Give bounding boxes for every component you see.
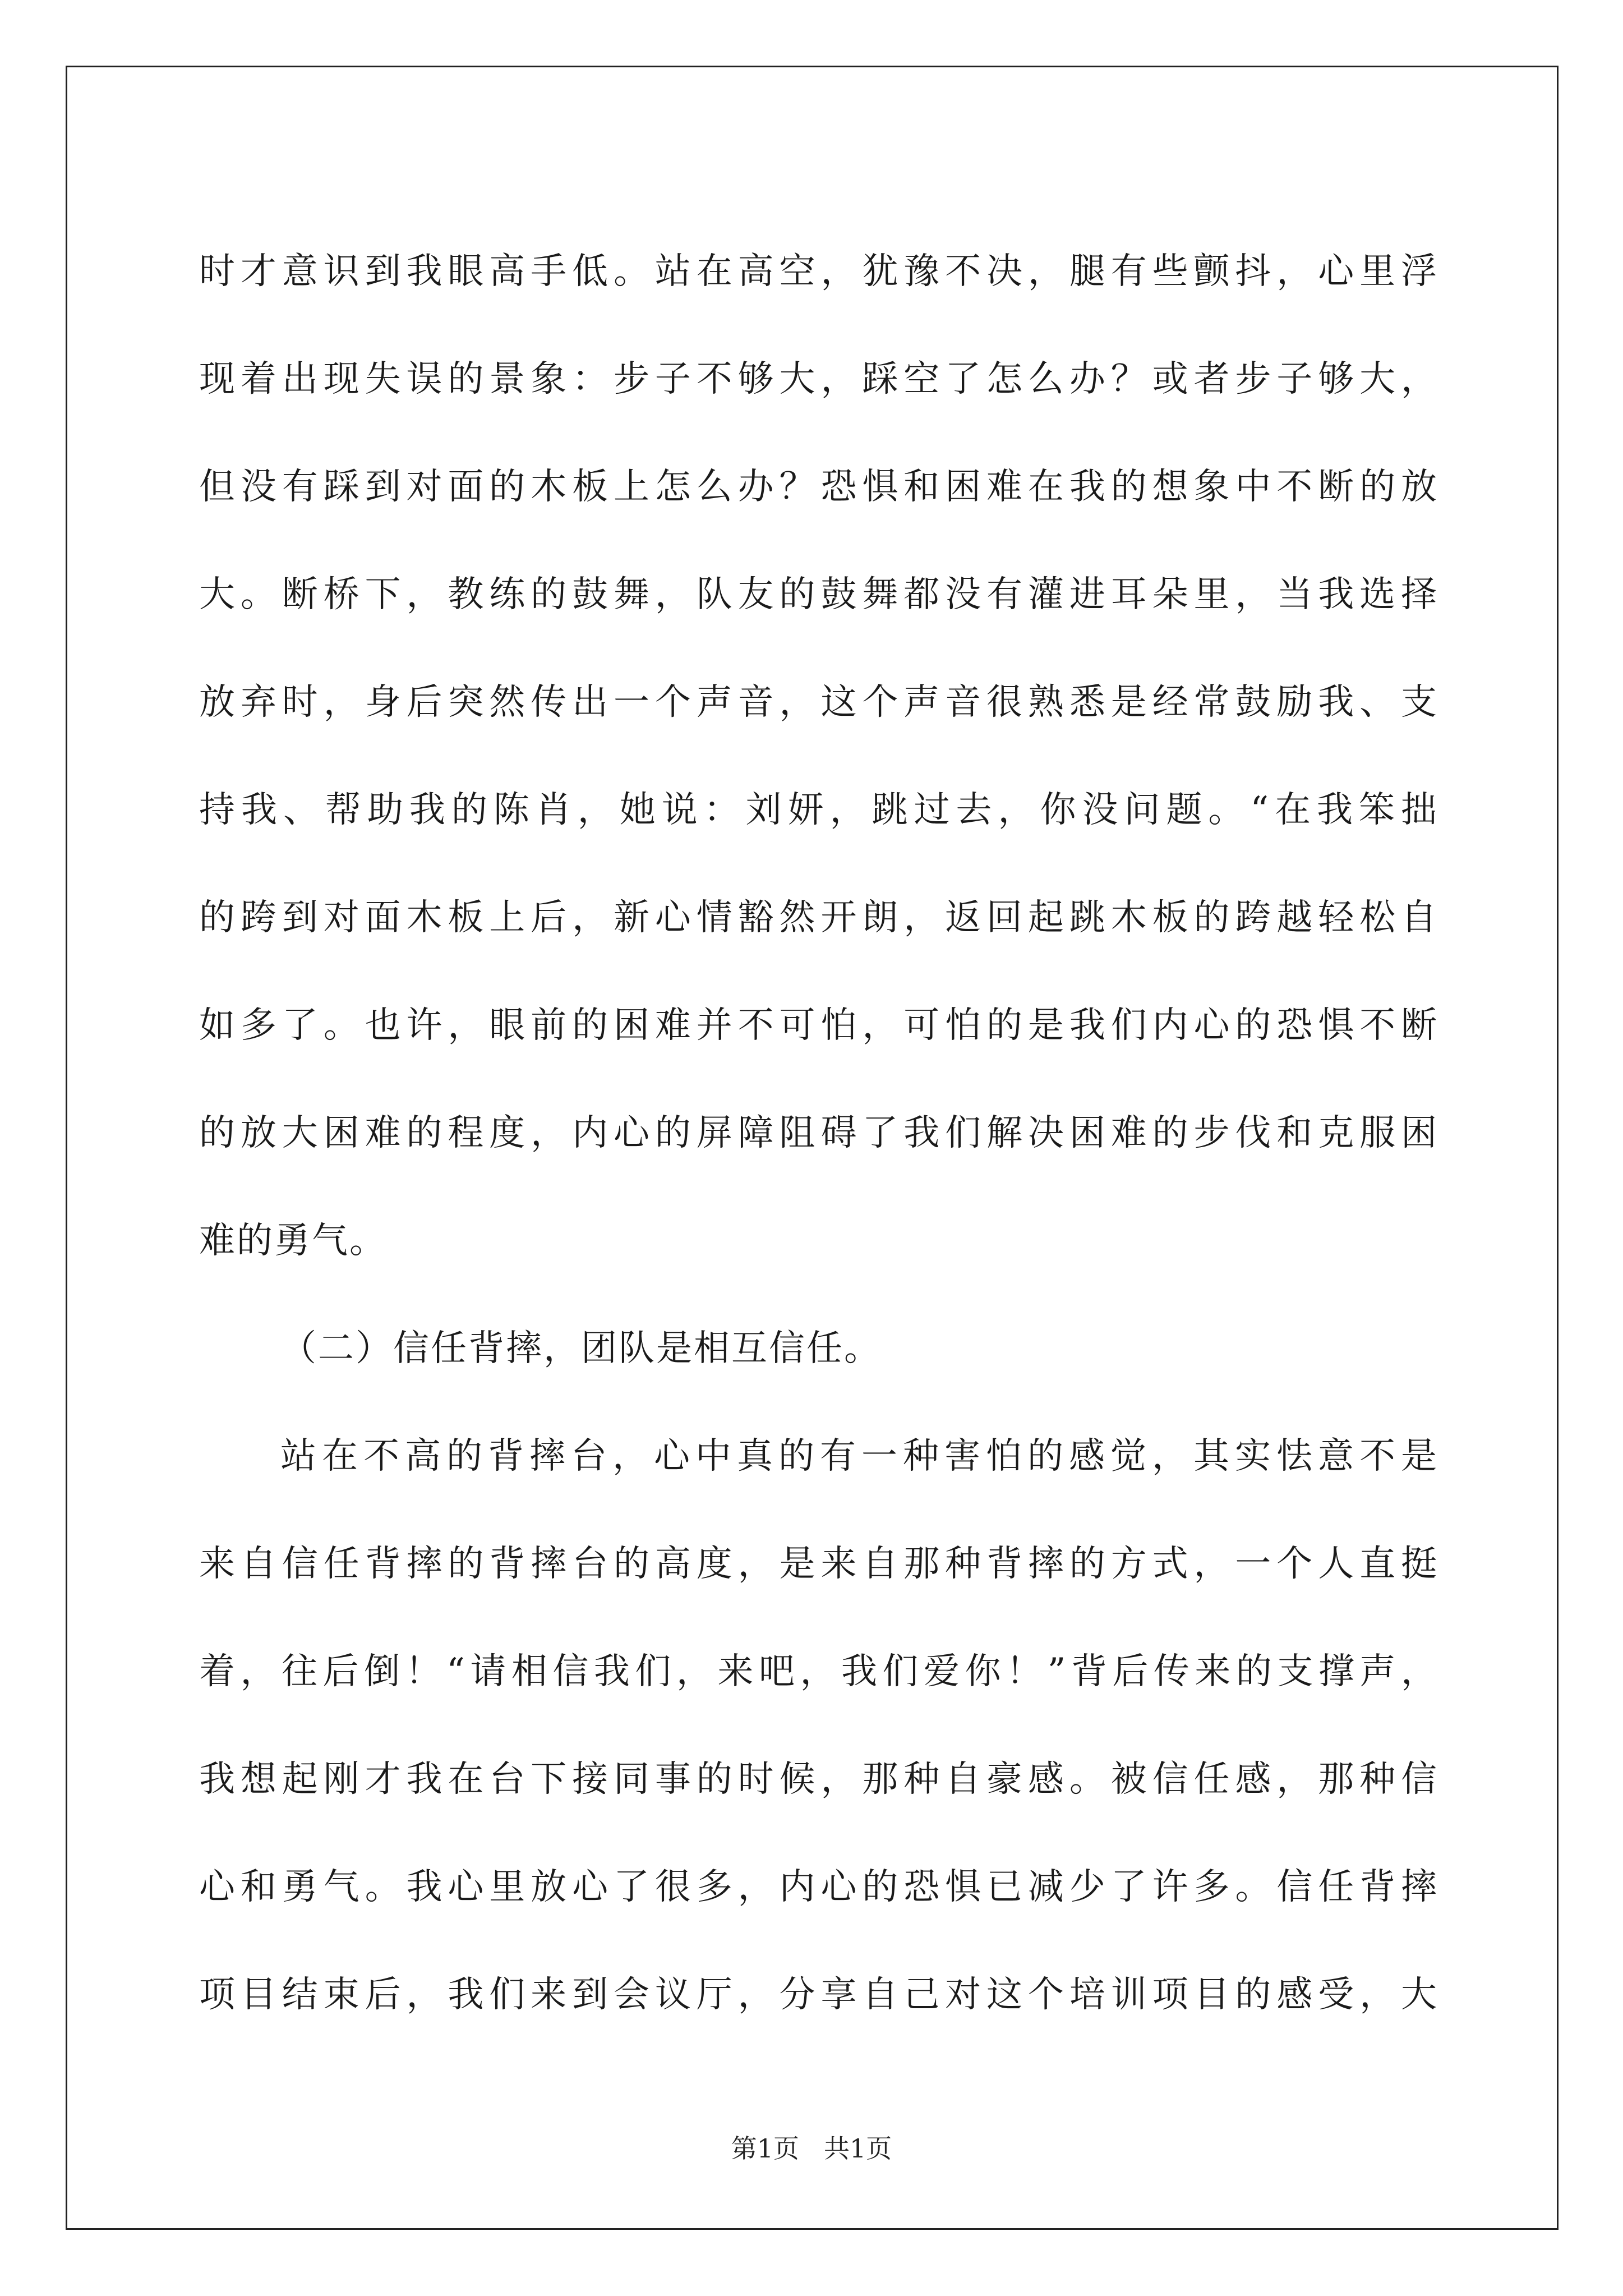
paragraph — [199, 1402, 1438, 2049]
text-line: 时才意识到我眼高手低。站在高空，犹豫不决，腿有些颤抖，心里浮 — [199, 251, 1438, 292]
text-line: 但没有踩到对面的木板上怎么办？恐惧和困难在我的想象中不断的放 — [199, 466, 1438, 508]
text-line: 我想起刚才我在台下接同事的时候，那种自豪感。被信任感，那种信 — [199, 1759, 1438, 1800]
section-heading — [199, 1295, 1438, 1402]
paragraph — [199, 218, 1438, 1295]
text-line: 难的勇气。 — [199, 1220, 387, 1262]
text-line: 如多了。也许，眼前的困难并不可怕，可怕的是我们内心的恐惧不断 — [199, 1005, 1438, 1046]
text-line: 来自信任背摔的背摔台的高度，是来自那种背摔的方式，一个人直挺 — [199, 1543, 1438, 1585]
text-line: 站在不高的背摔台，心中真的有一种害怕的感觉，其实怯意不是 — [280, 1435, 1438, 1477]
text-line: 项目结束后，我们来到会议厅，分享自己对这个培训项目的感受，大 — [199, 1974, 1438, 2016]
text-line: 的跨到对面木板上后，新心情豁然开朗，返回起跳木板的跨越轻松自 — [199, 897, 1438, 938]
text-line: 持我、帮助我的陈肖，她说：刘妍，跳过去，你没问题。“在我笨拙 — [199, 789, 1438, 831]
document-body — [199, 218, 1438, 2049]
text-line: 着，往后倒！“请相信我们，来吧，我们爱你！”背后传来的支撑声， — [199, 1651, 1438, 1692]
page-footer — [0, 2132, 1623, 2165]
page-total: 共1页 — [823, 2133, 892, 2164]
text-line: 大。断桥下，教练的鼓舞，队友的鼓舞都没有灌进耳朵里，当我选择 — [199, 574, 1438, 615]
text-line: 的放大困难的程度，内心的屏障阻碍了我们解决困难的步伐和克服困 — [199, 1112, 1438, 1154]
page-number: 第1页 — [731, 2133, 800, 2164]
text-line: 放弃时，身后突然传出一个声音，这个声音很熟悉是经常鼓励我、支 — [199, 682, 1438, 723]
text-line: 现着出现失误的景象：步子不够大，踩空了怎么办？或者步子够大， — [199, 358, 1438, 400]
text-line: （二）信任背摔，团队是相互信任。 — [280, 1328, 882, 1369]
text-line: 心和勇气。我心里放心了很多，内心的恐惧已减少了许多。信任背摔 — [199, 1866, 1438, 1908]
